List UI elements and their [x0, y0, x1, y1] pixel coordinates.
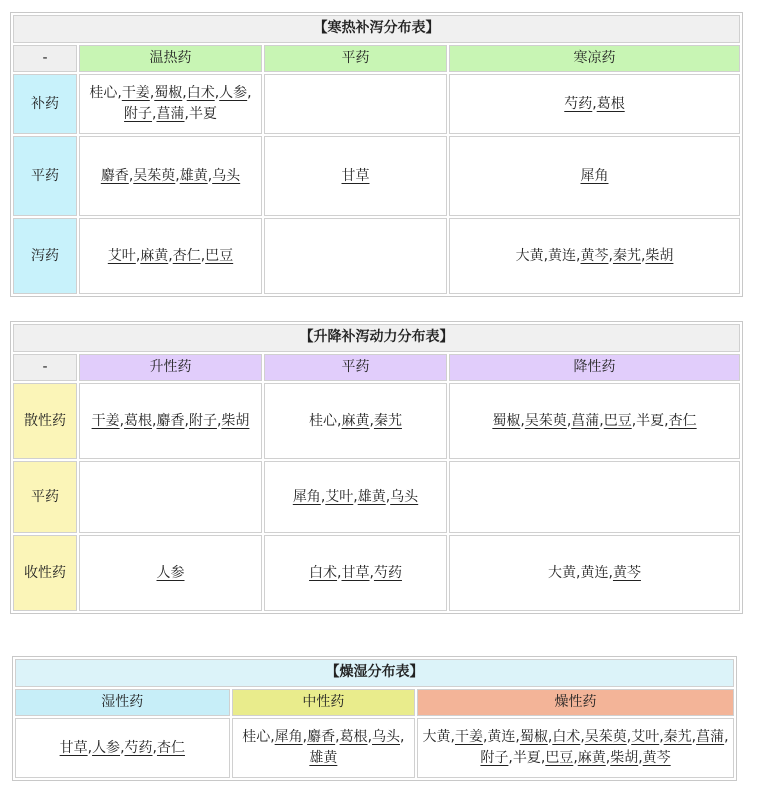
herb-name: 附子 [188, 412, 217, 429]
col-header: 平药 [264, 354, 447, 382]
herb-name: 大黄 [422, 728, 451, 745]
herb-name: 吴茱萸 [133, 167, 176, 184]
herb-name: 柴胡 [610, 750, 639, 767]
herb-name: 蜀椒 [519, 728, 548, 745]
herb-name: 菖蒲 [156, 106, 185, 123]
herb-cell: 大黄,黄连,黄芩 [449, 535, 740, 611]
row-label: 平药 [13, 461, 77, 533]
herb-name: 麻黄 [341, 412, 370, 429]
herb-name: 犀角 [274, 728, 303, 745]
herb-name: 柴胡 [645, 247, 674, 264]
col-header: 平药 [264, 45, 447, 73]
herb-name: 乌头 [212, 167, 241, 184]
herb-name: 犀角 [580, 167, 609, 184]
herb-name: 桂心 [242, 728, 271, 745]
herb-name: 黄芩 [580, 247, 609, 264]
corner-cell: - [13, 45, 77, 73]
herb-name: 大黄 [548, 564, 577, 581]
col-header: 寒凉药 [449, 45, 740, 73]
herb-name: 巴豆 [545, 750, 574, 767]
herb-cell: 蜀椒,吴茱萸,菖蒲,巴豆,半夏,杏仁 [449, 383, 740, 459]
herb-name: 甘草 [341, 167, 370, 184]
herb-cell [449, 461, 740, 533]
row-label: 补药 [13, 74, 77, 134]
herb-name: 白术 [309, 564, 338, 581]
herb-name: 黄芩 [612, 564, 641, 581]
herb-name: 杏仁 [668, 412, 697, 429]
herb-name: 人参 [156, 564, 185, 581]
herb-name: 吴茱萸 [524, 412, 567, 429]
herb-name: 芍药 [564, 95, 593, 112]
herb-name: 麻黄 [140, 247, 169, 264]
col-header: 中性药 [232, 689, 416, 717]
herb-cell [79, 461, 262, 533]
herb-name: 巴豆 [205, 247, 234, 264]
herb-name: 秦艽 [612, 247, 641, 264]
herb-name: 白术 [186, 84, 215, 101]
herb-name: 芍药 [124, 739, 153, 756]
cold-hot-table [10, 12, 743, 297]
dry-wet-table [12, 656, 737, 781]
herb-cell: 艾叶,麻黄,杏仁,巴豆 [79, 218, 262, 294]
herb-cell [264, 74, 447, 134]
herb-cell [79, 535, 262, 611]
col-header: 升性药 [79, 354, 262, 382]
herb-name: 半夏 [512, 750, 541, 767]
herb-name: 秦艽 [373, 412, 402, 429]
herb-name: 菖蒲 [571, 412, 600, 429]
herb-name: 附子 [124, 106, 153, 123]
herb-name: 艾叶 [325, 488, 354, 505]
herb-name: 人参 [219, 84, 248, 101]
herb-name: 芍药 [373, 564, 402, 581]
row-label: 平药 [13, 136, 77, 216]
herb-name: 秦艽 [663, 728, 692, 745]
herb-name: 乌头 [372, 728, 401, 745]
herb-cell: 桂心,麻黄,秦艽 [264, 383, 447, 459]
row-label: 收性药 [13, 535, 77, 611]
herb-name: 麻黄 [577, 750, 606, 767]
col-header: 燥性药 [417, 689, 734, 717]
herb-name: 桂心 [89, 84, 118, 101]
herb-cell: 桂心,干姜,蜀椒,白术,人参,附子,菖蒲,半夏 [79, 74, 262, 134]
herb-name: 甘草 [59, 739, 88, 756]
herb-cell: 芍药,葛根 [449, 74, 740, 134]
herb-name: 葛根 [596, 95, 625, 112]
herb-name: 吴茱萸 [584, 728, 627, 745]
herb-name: 杏仁 [172, 247, 201, 264]
col-header: 温热药 [79, 45, 262, 73]
herb-name: 黄连 [548, 247, 577, 264]
herb-cell [449, 136, 740, 216]
herb-name: 雄黄 [179, 167, 208, 184]
herb-cell: 甘草,人参,芍药,杏仁 [15, 718, 230, 778]
table-title: 【寒热补泻分布表】 [13, 15, 740, 43]
herb-cell: 干姜,葛根,麝香,附子,柴胡 [79, 383, 262, 459]
row-label: 泻药 [13, 218, 77, 294]
herb-cell: 麝香,吴茱萸,雄黄,乌头 [79, 136, 262, 216]
herb-cell: 白术,甘草,芍药 [264, 535, 447, 611]
herb-name: 人参 [92, 739, 121, 756]
herb-name: 艾叶 [631, 728, 660, 745]
col-header: 湿性药 [15, 689, 230, 717]
col-header: 降性药 [449, 354, 740, 382]
herb-name: 黄连 [487, 728, 516, 745]
herb-name: 干姜 [454, 728, 483, 745]
herb-name: 白术 [552, 728, 581, 745]
herb-name: 干姜 [121, 84, 150, 101]
herb-name: 乌头 [390, 488, 419, 505]
herb-name: 葛根 [124, 412, 153, 429]
herb-cell [264, 136, 447, 216]
herb-name: 蜀椒 [492, 412, 521, 429]
herb-cell: 大黄,黄连,黄芩,秦艽,柴胡 [449, 218, 740, 294]
herb-name: 雄黄 [357, 488, 386, 505]
herb-name: 蜀椒 [154, 84, 183, 101]
herb-name: 菖蒲 [696, 728, 725, 745]
herb-name: 雄黄 [309, 750, 338, 767]
herb-name: 麝香 [156, 412, 185, 429]
herb-name: 麝香 [100, 167, 129, 184]
herb-cell: 犀角,艾叶,雄黄,乌头 [264, 461, 447, 533]
herb-name: 桂心 [309, 412, 338, 429]
herb-name: 大黄 [515, 247, 544, 264]
herb-name: 半夏 [636, 412, 665, 429]
herb-name: 葛根 [339, 728, 368, 745]
lift-descend-table [10, 321, 743, 614]
herb-name: 干姜 [91, 412, 120, 429]
herb-cell: 大黄,干姜,黄连,蜀椒,白术,吴茱萸,艾叶,秦艽,菖蒲,附子,半夏,巴豆,麻黄,柴胡,黄芩 [417, 718, 734, 778]
table-title: 【升降补泻动力分布表】 [13, 324, 740, 352]
herb-name: 巴豆 [603, 412, 632, 429]
herb-name: 杏仁 [156, 739, 185, 756]
herb-name: 半夏 [188, 106, 217, 123]
herb-name: 麝香 [307, 728, 336, 745]
herb-cell [264, 218, 447, 294]
herb-cell: 桂心,犀角,麝香,葛根,乌头,雄黄 [232, 718, 416, 778]
herb-name: 黄连 [580, 564, 609, 581]
herb-name: 甘草 [341, 564, 370, 581]
herb-name: 附子 [480, 750, 509, 767]
herb-name: 艾叶 [107, 247, 136, 264]
herb-name: 柴胡 [221, 412, 250, 429]
herb-name: 黄芩 [642, 750, 671, 767]
corner-cell: - [13, 354, 77, 382]
row-label: 散性药 [13, 383, 77, 459]
table-title: 【燥湿分布表】 [15, 659, 734, 687]
herb-name: 犀角 [292, 488, 321, 505]
